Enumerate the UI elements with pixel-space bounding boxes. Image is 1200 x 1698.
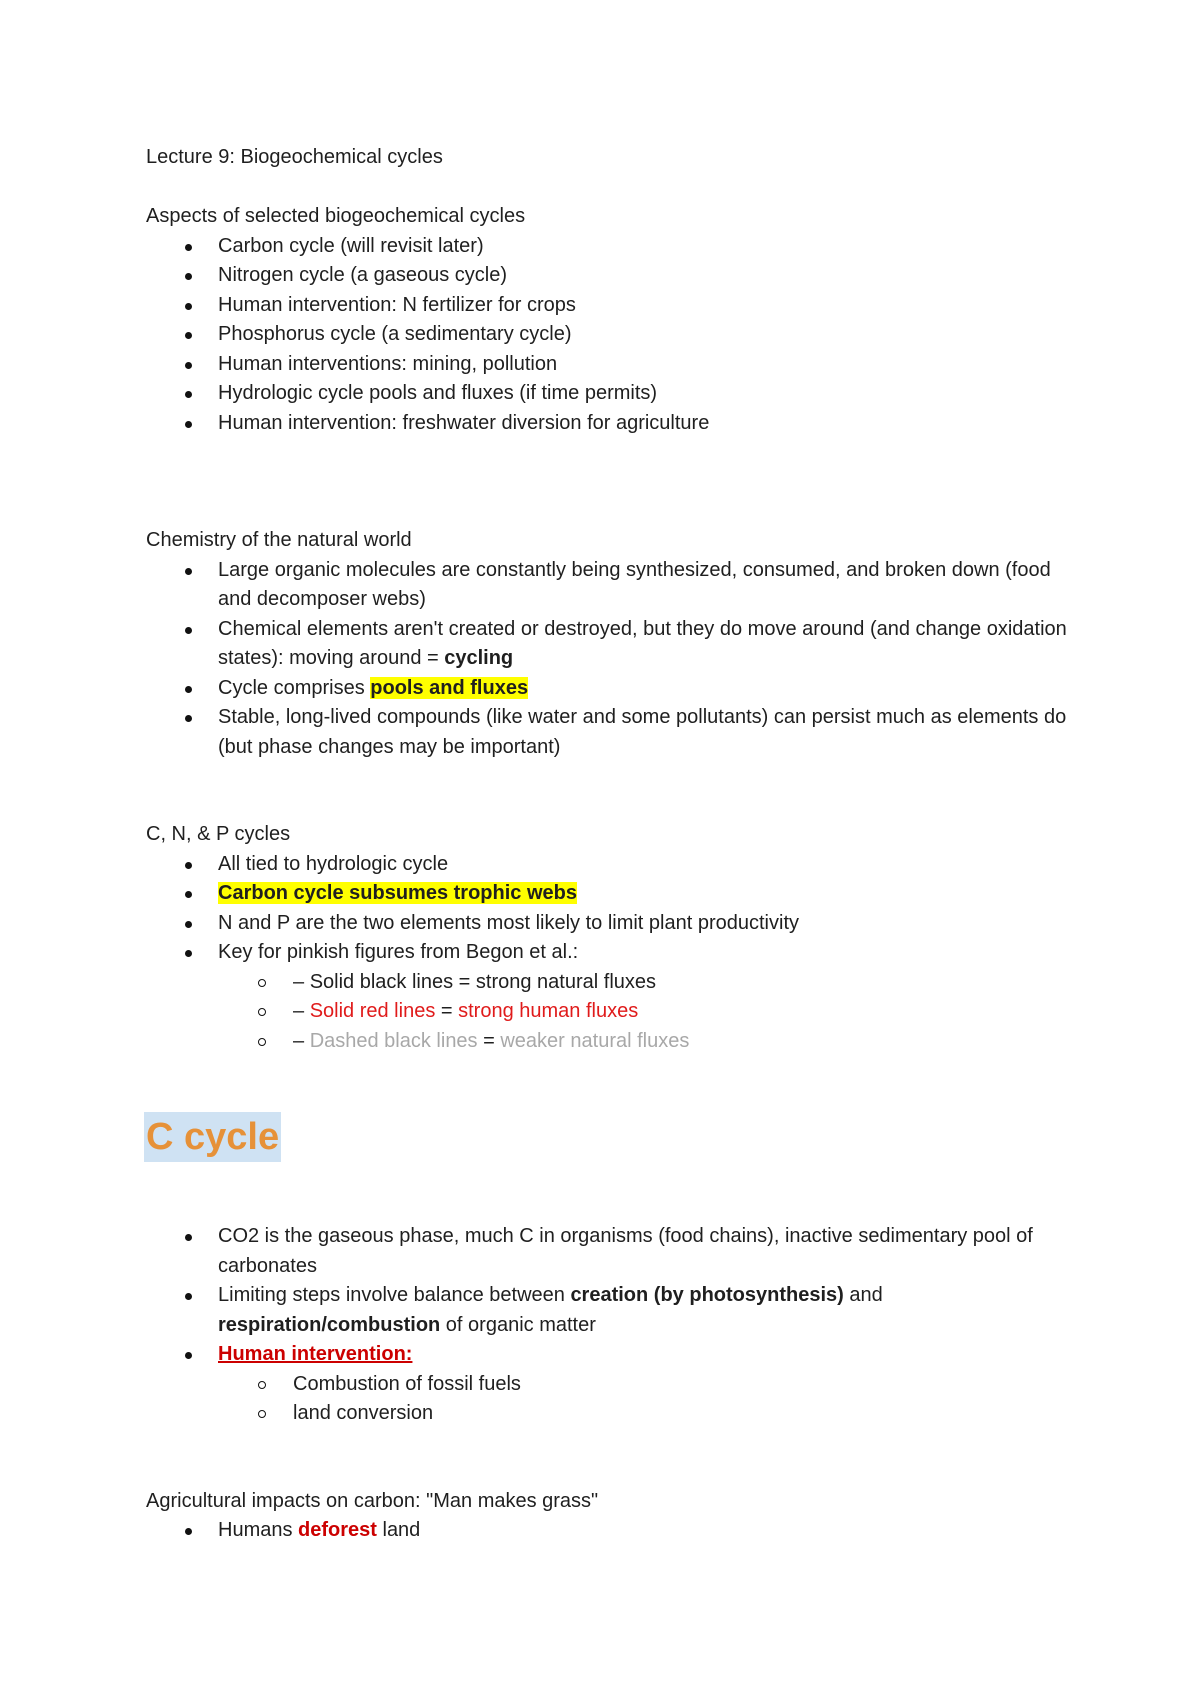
list-item: N and P are the two elements most likely to limit plant productivity [146,909,1076,939]
list-item: Key for pinkish figures from Begon et al.: [146,938,1076,968]
aspects-list [146,232,1076,439]
c-cycle-list [146,1222,1076,1429]
document-title: Lecture 9: Biogeochemical cycles [146,146,443,168]
list-item [146,674,1076,704]
list-item: CO2 is the gaseous phase, much C in organisms (food chains), inactive sedimentary pool of carbonates [146,1222,1076,1281]
list-item [146,615,1076,674]
document-page [146,143,1076,1546]
list-item: Human intervention: N fertilizer for crops [146,291,1076,321]
c-cycle-heading: C cycle [144,1112,281,1162]
highlighted-term: pools and fluxes [370,676,529,699]
section-cnp-heading: C, N, & P cycles [146,823,291,845]
list-item: Stable, long-lived compounds (like water and some pollutants) can persist much as elements do (but phase changes may be important) [146,703,1076,762]
list-subitem: Combustion of fossil fuels [146,1370,1076,1400]
list-item: Human intervention: freshwater diversion for agriculture [146,409,1076,439]
list-item: Carbon cycle (will revisit later) [146,232,1076,262]
list-item [146,879,1076,909]
highlighted-term: Carbon cycle subsumes trophic webs [218,882,577,904]
section-agriculture-heading: Agricultural impacts on carbon: "Man makes grass" [146,1489,599,1512]
section-chemistry-heading: Chemistry of the natural world [146,529,412,551]
key-item-solid-red: – Solid red lines = strong human fluxes [146,997,1076,1027]
human-intervention-label: Human intervention: [218,1343,413,1365]
list-item: Human interventions: mining, pollution [146,350,1076,380]
list-item: Hydrologic cycle pools and fluxes (if time permits) [146,379,1076,409]
list-item: Humans deforest land [146,1516,1076,1546]
agriculture-list [146,1516,1076,1546]
key-item-solid-black: – Solid black lines = strong natural fluxes [146,968,1076,998]
list-item [146,1340,1076,1370]
list-item: All tied to hydrologic cycle [146,850,1076,880]
cnp-list [146,850,1076,1057]
list-item: Large organic molecules are constantly being synthesized, consumed, and broken down (food and decomposer webs) [146,556,1076,615]
chemistry-list [146,556,1076,763]
item-text: Cycle comprises [218,676,371,699]
list-item: Phosphorus cycle (a sedimentary cycle) [146,320,1076,350]
list-subitem: land conversion [146,1399,1076,1429]
list-item: Nitrogen cycle (a gaseous cycle) [146,261,1076,291]
key-item-dashed-black: – Dashed black lines = weaker natural fluxes [146,1027,1076,1057]
section-aspects-heading: Aspects of selected biogeochemical cycles [146,205,526,227]
item-text: Chemical elements aren't created or destroyed, but they do move around (and change oxidation states): moving around = [218,617,1067,669]
list-item: Limiting steps involve balance between creation (by photosynthesis) and respiration/combustion of organic matter [146,1281,1076,1340]
bold-term: cycling [444,647,514,669]
